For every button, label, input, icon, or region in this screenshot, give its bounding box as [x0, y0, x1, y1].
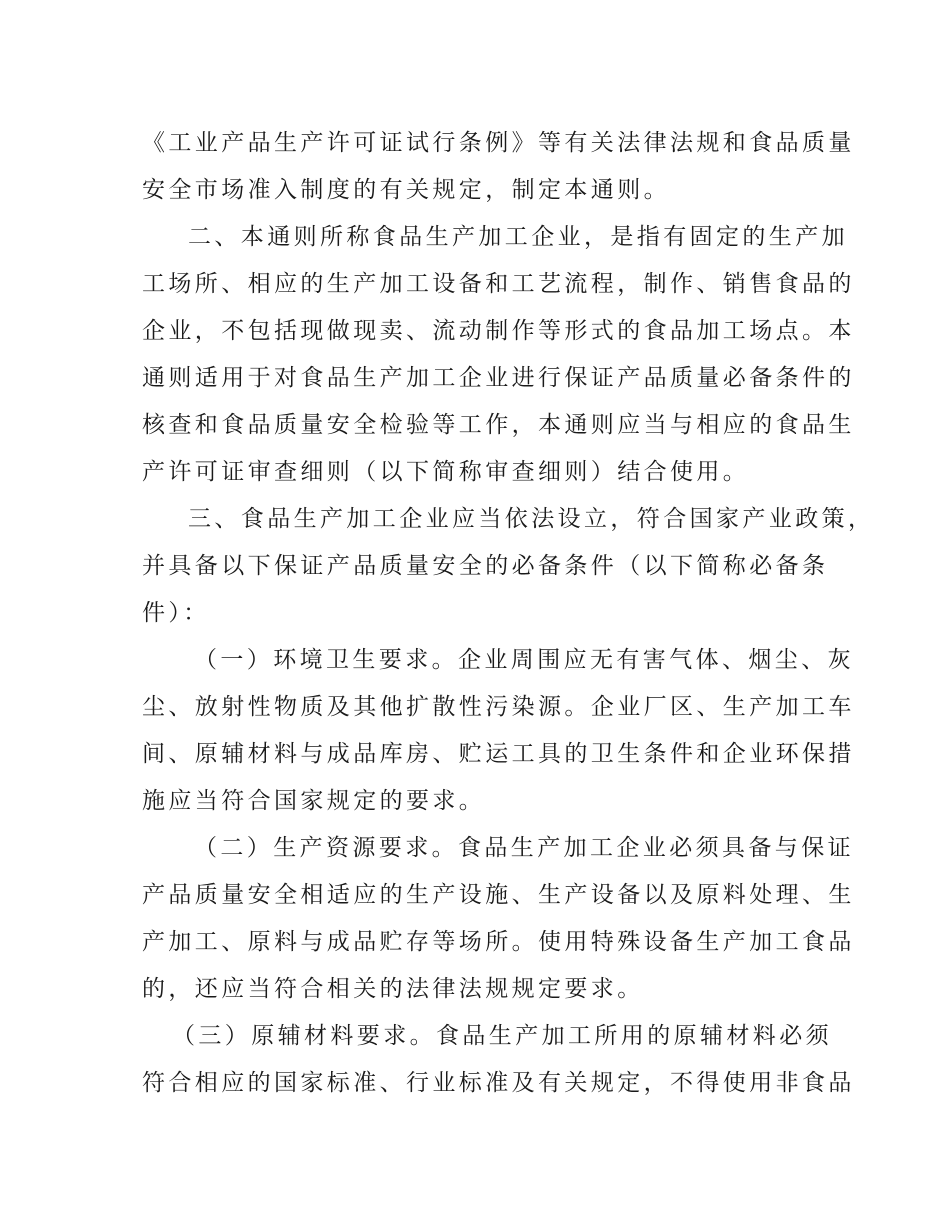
- item-two-start: （二）生产资源要求。食品生产加工企业必须具备与保证: [194, 835, 854, 861]
- text-line: 产加工、原料与成品贮存等场所。使用特殊设备生产加工食品: [142, 929, 855, 955]
- text-line: 产许可证审查细则（以下简称审查细则）结合使用。: [142, 459, 750, 485]
- item-one-start: （一）环境卫生要求。企业周围应无有害气体、烟尘、灰: [194, 647, 854, 673]
- section-three-start: 三、食品生产加工企业应当依法设立，符合国家产业政策，: [188, 506, 875, 532]
- text-line: 《工业产品生产许可证试行条例》等有关法律法规和食品质量: [142, 130, 855, 156]
- section-two-start: 二、本通则所称食品生产加工企业，是指有固定的生产加: [188, 224, 848, 250]
- text-line: 的，还应当符合相关的法律法规规定要求。: [142, 976, 644, 1002]
- item-three-start: （三）原辅材料要求。食品生产加工所用的原辅材料必须: [172, 1023, 832, 1049]
- text-line: 尘、放射性物质及其他扩散性污染源。企业厂区、生产加工车: [142, 694, 855, 720]
- document-body: [142, 120, 875, 1107]
- text-line: 件）：: [142, 600, 210, 626]
- text-line: 并具备以下保证产品质量安全的必备条件（以下简称必备条: [142, 553, 829, 579]
- text-line: 符合相应的国家标准、行业标准及有关规定，不得使用非食品: [142, 1070, 855, 1096]
- text-line: 企业，不包括现做现卖、流动制作等形式的食品加工场点。本: [142, 318, 855, 344]
- text-line: 施应当符合国家规定的要求。: [142, 788, 486, 814]
- text-line: 工场所、相应的生产加工设备和工艺流程，制作、销售食品的: [142, 271, 855, 297]
- text-line: 间、原辅材料与成品库房、贮运工具的卫生条件和企业环保措: [142, 741, 855, 767]
- text-line: 通则适用于对食品生产加工企业进行保证产品质量必备条件的: [142, 365, 855, 391]
- text-line: 核查和食品质量安全检验等工作，本通则应当与相应的食品生: [142, 412, 855, 438]
- text-line: 产品质量安全相适应的生产设施、生产设备以及原料处理、生: [142, 882, 855, 908]
- text-line: 安全市场准入制度的有关规定，制定本通则。: [142, 177, 670, 203]
